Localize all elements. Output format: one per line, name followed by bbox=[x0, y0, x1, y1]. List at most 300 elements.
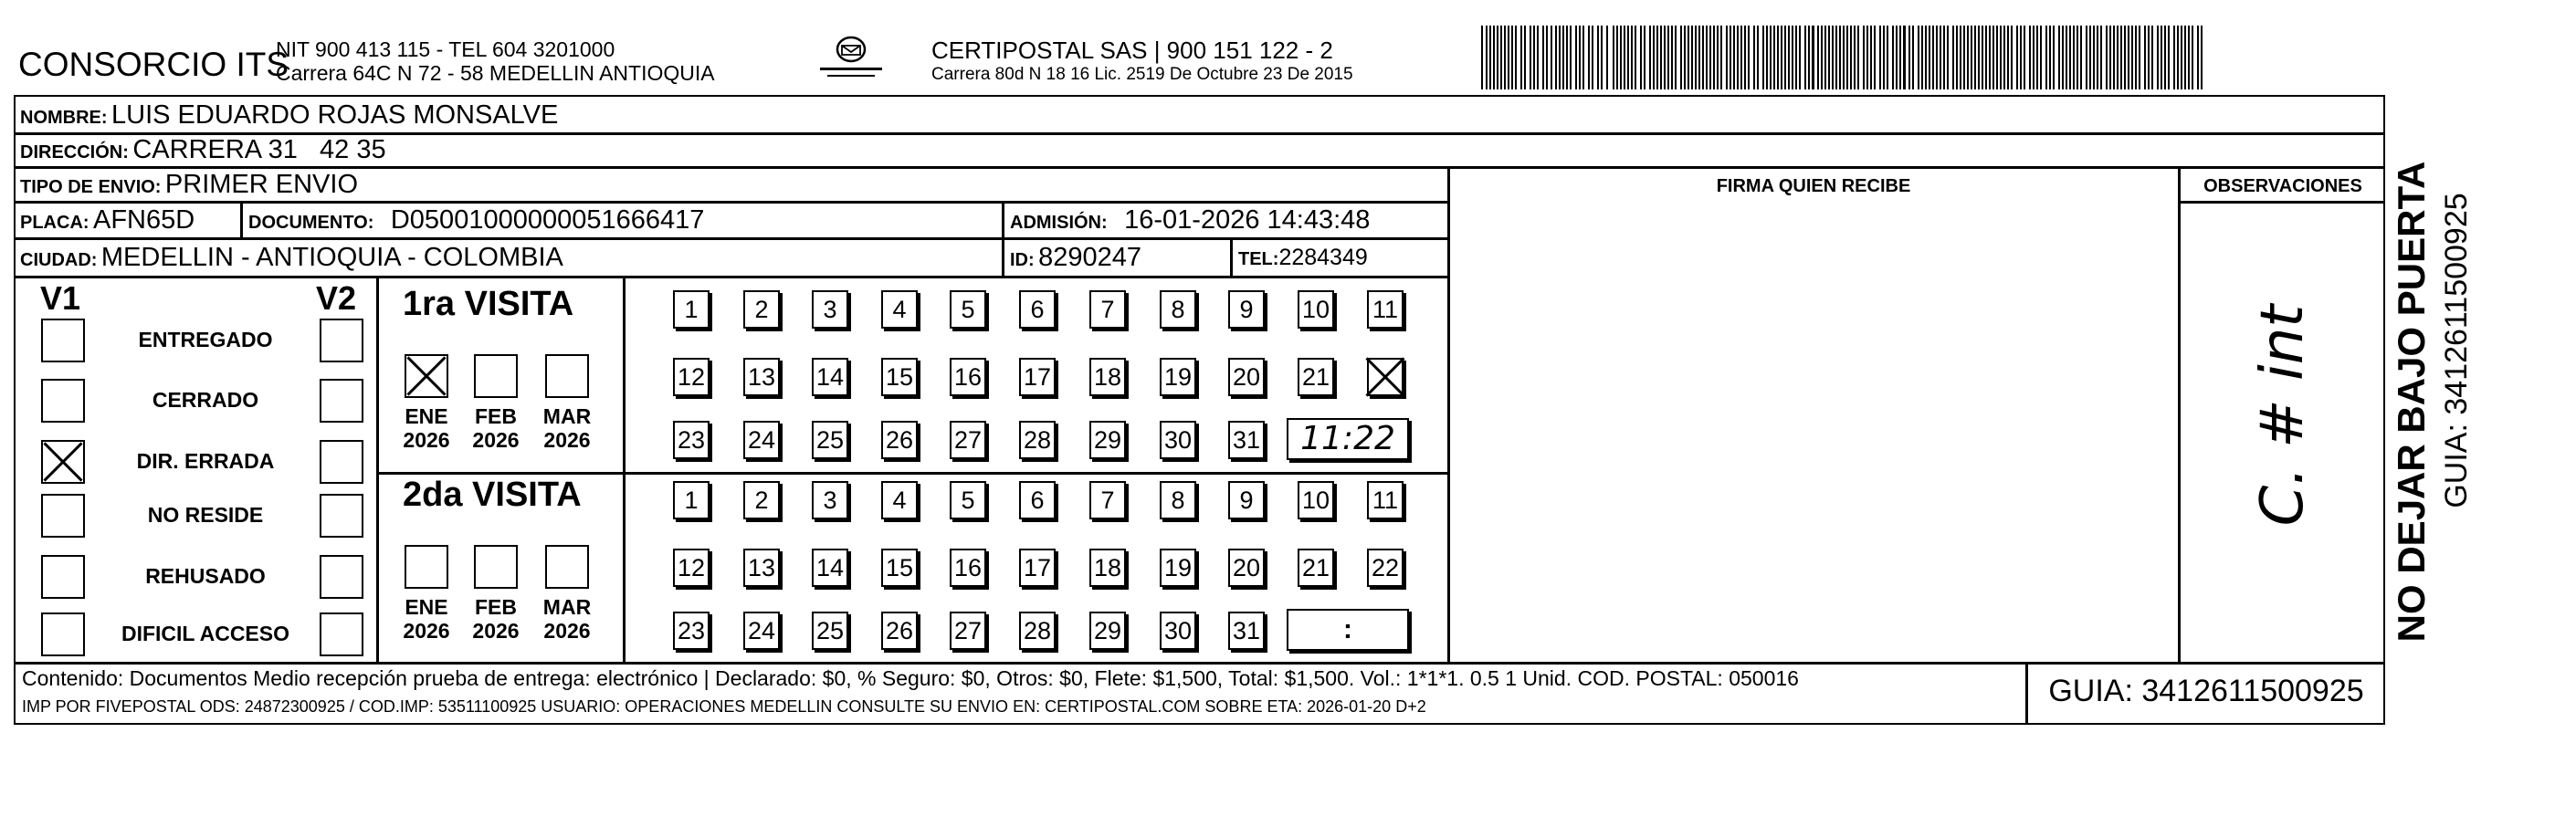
month-name: FEB bbox=[475, 404, 517, 428]
barcode-bar bbox=[2066, 26, 2067, 89]
day-box-22[interactable] bbox=[1367, 358, 1404, 396]
day-box-11[interactable]: 11 bbox=[1367, 481, 1404, 519]
barcode-bar bbox=[1695, 26, 1697, 89]
month-year: 2026 bbox=[472, 619, 520, 644]
barcode-bar bbox=[1706, 26, 1708, 89]
ship-type-label: TIPO DE ENVIO: bbox=[20, 177, 162, 197]
barcode-bar bbox=[2201, 26, 2203, 89]
barcode-bar bbox=[1566, 26, 1568, 89]
status-option-label: DIR. ERRADA bbox=[136, 449, 275, 473]
barcode-bar bbox=[2148, 26, 2150, 89]
day-box-17[interactable]: 17 bbox=[1019, 358, 1056, 396]
month-checkbox[interactable] bbox=[405, 545, 448, 589]
barcode-bar bbox=[2089, 26, 2091, 89]
day-box-25[interactable]: 25 bbox=[812, 421, 848, 459]
barcode-bar bbox=[2139, 26, 2140, 89]
footer-line1: Contenido: Documentos Medio recepción prueba de entrega: electrónico | Declarado: $0, % Seguro: $0, Otros: $0, Flete: $1,500, Total: $1,500. Vol.: 1*1*1. 0.5 1 Unid. COD. POSTAL: 050016 bbox=[22, 666, 1799, 690]
barcode-bar bbox=[2120, 26, 2122, 89]
status-option-label: REHUSADO bbox=[145, 564, 266, 588]
barcode-bar bbox=[1698, 26, 1700, 89]
barcode-bar bbox=[1936, 26, 1938, 89]
day-box-20[interactable]: 20 bbox=[1228, 549, 1265, 587]
day-box-9[interactable]: 9 bbox=[1228, 481, 1265, 519]
barcode-bar bbox=[2131, 26, 2133, 89]
address-field bbox=[20, 137, 386, 163]
barcode-bar bbox=[2117, 26, 2119, 89]
barcode-bar bbox=[1653, 26, 1655, 89]
barcode-bar bbox=[1684, 26, 1686, 89]
observations-handwritten: C. # int bbox=[2249, 304, 2317, 527]
company-nit: NIT 900 413 115 - TEL 604 3201000 bbox=[276, 37, 615, 61]
day-box-3[interactable]: 3 bbox=[812, 481, 848, 519]
visit-time: : bbox=[1343, 614, 1352, 644]
barcode-bar bbox=[2058, 26, 2060, 89]
barcode-bar bbox=[1631, 26, 1633, 89]
admission-label: ADMISIÓN: bbox=[1010, 213, 1108, 233]
barcode-bar bbox=[1870, 26, 1872, 89]
day-box-2[interactable]: 2 bbox=[743, 290, 780, 329]
day-box-4[interactable]: 4 bbox=[881, 481, 918, 519]
barcode-bar bbox=[2097, 26, 2098, 89]
day-box-22[interactable]: 22 bbox=[1367, 549, 1404, 587]
day-box-19[interactable]: 19 bbox=[1160, 358, 1196, 396]
firma-label: FIRMA QUIEN RECIBE bbox=[1716, 176, 1911, 196]
v2-checkbox[interactable] bbox=[320, 555, 363, 599]
barcode-bar bbox=[1649, 26, 1651, 89]
barcode-bar bbox=[1660, 26, 1662, 89]
barcode-bar bbox=[1644, 26, 1645, 89]
day-box-15[interactable]: 15 bbox=[881, 358, 918, 396]
day-box-27[interactable]: 27 bbox=[950, 421, 986, 459]
barcode-bar bbox=[1866, 26, 1868, 89]
barcode-bar bbox=[2049, 26, 2051, 89]
day-box-6[interactable]: 6 bbox=[1019, 290, 1056, 329]
barcode-bar bbox=[1974, 26, 1976, 89]
city-label: CIUDAD: bbox=[20, 250, 98, 270]
barcode-bar bbox=[1486, 26, 1488, 89]
month-year: 2026 bbox=[403, 619, 450, 644]
day-box-20[interactable]: 20 bbox=[1228, 358, 1265, 396]
barcode-bar bbox=[1821, 26, 1823, 89]
month-year: 2026 bbox=[403, 428, 450, 453]
barcode-bar bbox=[1592, 26, 1593, 89]
barcode-bar bbox=[1896, 26, 1898, 89]
day-box-16[interactable]: 16 bbox=[950, 549, 986, 587]
day-box-10[interactable]: 10 bbox=[1298, 290, 1334, 329]
barcode-bar bbox=[1713, 26, 1715, 89]
barcode-bar bbox=[1918, 26, 1919, 89]
day-box-14[interactable]: 14 bbox=[812, 549, 848, 587]
barcode-bar bbox=[1671, 26, 1673, 89]
barcode-bar bbox=[1601, 26, 1603, 89]
footer-line2: IMP POR FIVEPOSTAL ODS: 24872300925 / COD.IMP: 53511100925 USUARIO: OPERACIONES MEDELLIN CONSULTE SU ENVIO EN: CERTIPOSTAL.COM SOBRE ETA: 2026-01-20 D+2 bbox=[22, 697, 1426, 716]
barcode-bar bbox=[1921, 26, 1923, 89]
barcode-bar bbox=[2161, 26, 2162, 89]
barcode-bar bbox=[1497, 26, 1498, 89]
side-guia: GUIA: 3412611500925 bbox=[2439, 193, 2474, 508]
day-box-28[interactable]: 28 bbox=[1019, 612, 1056, 650]
status-option-label: CERRADO bbox=[152, 388, 259, 412]
day-box-23[interactable]: 23 bbox=[673, 612, 710, 650]
barcode-bar bbox=[2045, 26, 2047, 89]
day-box-11[interactable]: 11 bbox=[1367, 290, 1404, 329]
v2-checkbox[interactable] bbox=[320, 494, 363, 538]
v2-checkbox[interactable] bbox=[320, 612, 363, 656]
day-box-31[interactable]: 31 bbox=[1228, 421, 1265, 459]
barcode-bar bbox=[2073, 26, 2075, 89]
day-box-12[interactable]: 12 bbox=[673, 358, 710, 396]
day-box-26[interactable]: 26 bbox=[881, 612, 918, 650]
barcode-bar bbox=[2077, 26, 2078, 89]
v1-checkbox[interactable] bbox=[41, 379, 85, 423]
v2-checkbox[interactable] bbox=[320, 319, 363, 362]
v1-checkbox[interactable] bbox=[41, 494, 85, 538]
id-field bbox=[1010, 245, 1141, 271]
v1-checkbox[interactable] bbox=[41, 440, 85, 484]
status-option-label: DIFICIL ACCESO bbox=[121, 622, 289, 645]
month-label bbox=[468, 595, 523, 644]
day-box-6[interactable]: 6 bbox=[1019, 481, 1056, 519]
day-box-19[interactable]: 19 bbox=[1160, 549, 1196, 587]
day-box-25[interactable]: 25 bbox=[812, 612, 848, 650]
barcode-bar bbox=[1978, 26, 1980, 89]
barcode-bar bbox=[2024, 26, 2025, 89]
plate-value: AFN65D bbox=[93, 205, 195, 235]
day-box-13[interactable]: 13 bbox=[743, 358, 780, 396]
observaciones-label: OBSERVACIONES bbox=[2203, 176, 2362, 196]
barcode-bar bbox=[1781, 26, 1782, 89]
day-box-10[interactable]: 10 bbox=[1298, 481, 1334, 519]
day-box-27[interactable]: 27 bbox=[950, 612, 986, 650]
barcode-bar bbox=[1947, 26, 1949, 89]
barcode-bar bbox=[1943, 26, 1945, 89]
barcode-bar bbox=[1709, 26, 1711, 89]
barcode-bar bbox=[1799, 26, 1801, 89]
barcode-bar bbox=[2124, 26, 2126, 89]
day-box-15[interactable]: 15 bbox=[881, 549, 918, 587]
barcode-bar bbox=[1967, 26, 1969, 89]
barcode-bar bbox=[1912, 26, 1914, 89]
barcode-bar bbox=[2197, 26, 2199, 89]
barcode-bar bbox=[1504, 26, 1506, 89]
barcode-bar bbox=[1996, 26, 1998, 89]
barcode-bar bbox=[1489, 26, 1491, 89]
day-box-26[interactable]: 26 bbox=[881, 421, 918, 459]
barcode-bar bbox=[1992, 26, 1994, 89]
tel-value: 2284349 bbox=[1278, 245, 1368, 270]
barcode-bar bbox=[1846, 26, 1848, 89]
barcode-bar bbox=[1839, 26, 1841, 89]
barcode-bar bbox=[1616, 26, 1618, 89]
v2-checkbox[interactable] bbox=[320, 440, 363, 484]
day-box-21[interactable]: 21 bbox=[1298, 358, 1334, 396]
carrier-name: CERTIPOSTAL SAS | 900 151 122 - 2 bbox=[931, 37, 1333, 64]
barcode-bar bbox=[1753, 26, 1755, 89]
barcode-bar bbox=[1835, 26, 1837, 89]
day-box-16[interactable]: 16 bbox=[950, 358, 986, 396]
barcode-bar bbox=[1795, 26, 1797, 89]
barcode-bar bbox=[1624, 26, 1625, 89]
barcode-bar bbox=[1925, 26, 1927, 89]
barcode-bar bbox=[2109, 26, 2111, 89]
barcode-bar bbox=[1854, 26, 1856, 89]
v2-label: V2 bbox=[316, 279, 357, 317]
day-box-17[interactable]: 17 bbox=[1019, 549, 1056, 587]
month-label bbox=[540, 595, 594, 644]
month-label bbox=[540, 404, 594, 453]
day-box-2[interactable]: 2 bbox=[743, 481, 780, 519]
barcode-bar bbox=[1675, 26, 1677, 89]
barcode-bar bbox=[1956, 26, 1958, 89]
v1-checkbox[interactable] bbox=[41, 612, 85, 656]
barcode-bar bbox=[1515, 26, 1517, 89]
day-box-4[interactable]: 4 bbox=[881, 290, 918, 329]
barcode-bar bbox=[1533, 26, 1535, 89]
month-checkbox[interactable] bbox=[405, 354, 448, 398]
barcode-bar bbox=[1929, 26, 1930, 89]
barcode-bar bbox=[1857, 26, 1859, 89]
barcode-bar bbox=[1680, 26, 1682, 89]
id-label: ID: bbox=[1010, 250, 1035, 270]
month-year: 2026 bbox=[543, 619, 591, 644]
barcode-bar bbox=[2029, 26, 2031, 89]
barcode-bar bbox=[1730, 26, 1731, 89]
visit-title: 2da VISITA bbox=[403, 476, 582, 514]
barcode-bar bbox=[1879, 26, 1881, 89]
day-box-23[interactable]: 23 bbox=[673, 421, 710, 459]
month-year: 2026 bbox=[472, 428, 520, 453]
barcode-bar bbox=[1777, 26, 1779, 89]
barcode-bar bbox=[2144, 26, 2146, 89]
carrier-address: Carrera 80d N 18 16 Lic. 2519 De Octubre 23 De 2015 bbox=[931, 65, 1353, 84]
month-name: ENE bbox=[405, 595, 448, 619]
company-address: Carrera 64C N 72 - 58 MEDELLIN ANTIOQUIA bbox=[276, 61, 715, 85]
day-box-18[interactable]: 18 bbox=[1089, 549, 1126, 587]
barcode-bar bbox=[1808, 26, 1810, 89]
time-box[interactable] bbox=[1287, 609, 1409, 651]
barcode-bar bbox=[1899, 26, 1901, 89]
barcode-bar bbox=[1688, 26, 1689, 89]
barcode-bar bbox=[1613, 26, 1614, 89]
name-field bbox=[20, 102, 558, 129]
time-box[interactable] bbox=[1287, 418, 1409, 460]
day-box-28[interactable]: 28 bbox=[1019, 421, 1056, 459]
barcode-bar bbox=[2007, 26, 2009, 89]
envelope-icon bbox=[811, 31, 891, 86]
barcode-bar bbox=[1971, 26, 1972, 89]
barcode-bar bbox=[1570, 26, 1572, 89]
barcode-bar bbox=[1551, 26, 1552, 89]
city-value: MEDELLIN - ANTIOQUIA - COLOMBIA bbox=[100, 243, 563, 272]
barcode-bar bbox=[1620, 26, 1622, 89]
day-box-1[interactable]: 1 bbox=[673, 481, 710, 519]
barcode-bar bbox=[2003, 26, 2005, 89]
barcode-bar bbox=[1542, 26, 1544, 89]
barcode-bar bbox=[1908, 26, 1910, 89]
barcode-bar bbox=[1989, 26, 1991, 89]
barcode-bar bbox=[2053, 26, 2055, 89]
barcode-bar bbox=[2151, 26, 2153, 89]
barcode-bar bbox=[1546, 26, 1548, 89]
day-box-29[interactable]: 29 bbox=[1089, 612, 1126, 650]
barcode-bar bbox=[1702, 26, 1704, 89]
barcode-bar bbox=[1656, 26, 1658, 89]
barcode-bar bbox=[1850, 26, 1852, 89]
admission-value: 16-01-2026 14:43:48 bbox=[1124, 205, 1371, 235]
barcode-bar bbox=[1562, 26, 1564, 89]
day-box-24[interactable]: 24 bbox=[743, 421, 780, 459]
day-box-5[interactable]: 5 bbox=[950, 290, 986, 329]
status-option-label: NO RESIDE bbox=[147, 503, 264, 527]
plate-field bbox=[20, 207, 195, 234]
barcode-bar bbox=[1773, 26, 1775, 89]
v1-label: V1 bbox=[40, 279, 81, 317]
barcode-bar bbox=[2188, 26, 2190, 89]
barcode-bar bbox=[2181, 26, 2182, 89]
day-box-5[interactable]: 5 bbox=[950, 481, 986, 519]
barcode-bar bbox=[2192, 26, 2193, 89]
barcode-bar bbox=[1717, 26, 1719, 89]
barcode-bar bbox=[1770, 26, 1772, 89]
month-checkbox[interactable] bbox=[474, 545, 518, 589]
barcode-bar bbox=[1784, 26, 1786, 89]
barcode-bar bbox=[1963, 26, 1965, 89]
barcode-bar bbox=[2040, 26, 2042, 89]
barcode-bar bbox=[1520, 26, 1522, 89]
day-box-3[interactable]: 3 bbox=[812, 290, 848, 329]
barcode-bar bbox=[1733, 26, 1735, 89]
barcode-bar bbox=[1530, 26, 1531, 89]
barcode-bar bbox=[1559, 26, 1561, 89]
barcode-bar bbox=[2020, 26, 2022, 89]
barcode-bar bbox=[1667, 26, 1669, 89]
month-checkbox[interactable] bbox=[545, 354, 589, 398]
barcode-bar bbox=[1940, 26, 1941, 89]
month-label bbox=[399, 595, 454, 644]
month-year: 2026 bbox=[543, 428, 591, 453]
barcode-bar bbox=[2000, 26, 2002, 89]
day-box-31[interactable]: 31 bbox=[1228, 612, 1265, 650]
barcode-bar bbox=[2100, 26, 2102, 89]
barcode-bar bbox=[2168, 26, 2170, 89]
day-box-1[interactable]: 1 bbox=[673, 290, 710, 329]
day-box-7[interactable]: 7 bbox=[1089, 290, 1126, 329]
footer-guia: GUIA: 3412611500925 bbox=[2048, 674, 2364, 708]
barcode-bar bbox=[1606, 26, 1608, 89]
barcode-bar bbox=[2069, 26, 2071, 89]
month-label bbox=[468, 404, 523, 453]
barcode-bar bbox=[1817, 26, 1819, 89]
barcode-bar bbox=[1726, 26, 1728, 89]
day-box-7[interactable]: 7 bbox=[1089, 481, 1126, 519]
barcode-bar bbox=[2135, 26, 2137, 89]
day-box-12[interactable]: 12 bbox=[673, 549, 710, 587]
barcode-bar bbox=[2086, 26, 2087, 89]
barcode-bar bbox=[1887, 26, 1888, 89]
barcode-bar bbox=[1874, 26, 1876, 89]
barcode-bar bbox=[1720, 26, 1722, 89]
month-name: MAR bbox=[542, 595, 592, 619]
barcode-bar bbox=[1744, 26, 1746, 89]
barcode-bar bbox=[1635, 26, 1636, 89]
day-box-14[interactable]: 14 bbox=[812, 358, 848, 396]
barcode-bar bbox=[1985, 26, 1987, 89]
barcode-bar bbox=[1691, 26, 1693, 89]
barcode-bar bbox=[1737, 26, 1739, 89]
barcode-bar bbox=[2157, 26, 2159, 89]
barcode-bar bbox=[1664, 26, 1666, 89]
visit-title: 1ra VISITA bbox=[403, 285, 574, 323]
v1-checkbox[interactable] bbox=[41, 555, 85, 599]
barcode-bar bbox=[1493, 26, 1495, 89]
barcode-bar bbox=[1588, 26, 1590, 89]
v1-checkbox[interactable] bbox=[41, 319, 85, 362]
barcode-bar bbox=[1582, 26, 1584, 89]
barcode-bar bbox=[1757, 26, 1759, 89]
document-label: DOCUMENTO: bbox=[248, 213, 374, 233]
recipient-name: LUIS EDUARDO ROJAS MONSALVE bbox=[111, 100, 559, 130]
barcode-bar bbox=[1766, 26, 1768, 89]
day-box-13[interactable]: 13 bbox=[743, 549, 780, 587]
barcode-graphic bbox=[1481, 26, 2204, 89]
barcode-bar bbox=[2036, 26, 2038, 89]
tel-label: TEL: bbox=[1238, 249, 1279, 269]
day-box-30[interactable]: 30 bbox=[1160, 421, 1196, 459]
barcode-bar bbox=[2011, 26, 2013, 89]
barcode-bar bbox=[1903, 26, 1906, 89]
document-value: D05001000000051666417 bbox=[390, 205, 705, 235]
barcode-bar bbox=[1481, 26, 1483, 89]
barcode-bar bbox=[1508, 26, 1509, 89]
barcode-bar bbox=[2128, 26, 2129, 89]
company-name: CONSORCIO ITS bbox=[18, 46, 289, 83]
barcode-bar bbox=[2113, 26, 2115, 89]
barcode-bar bbox=[1883, 26, 1885, 89]
id-value: 8290247 bbox=[1038, 243, 1142, 272]
barcode-bar bbox=[1500, 26, 1502, 89]
day-box-8[interactable]: 8 bbox=[1160, 481, 1196, 519]
day-box-30[interactable]: 30 bbox=[1160, 612, 1196, 650]
barcode-bar bbox=[2177, 26, 2179, 89]
barcode-bar bbox=[2173, 26, 2175, 89]
month-name: ENE bbox=[405, 404, 448, 428]
month-checkbox[interactable] bbox=[474, 354, 518, 398]
recipient-address: CARRERA 31 42 35 bbox=[132, 135, 386, 164]
barcode-bar bbox=[1579, 26, 1581, 89]
barcode-bar bbox=[2062, 26, 2064, 89]
name-label: NOMBRE: bbox=[20, 108, 108, 128]
barcode-bar bbox=[2033, 26, 2035, 89]
month-checkbox[interactable] bbox=[545, 545, 589, 589]
v2-checkbox[interactable] bbox=[320, 379, 363, 423]
day-box-24[interactable]: 24 bbox=[743, 612, 780, 650]
barcode-bar bbox=[1932, 26, 1934, 89]
barcode-bar bbox=[2164, 26, 2166, 89]
address-label: DIRECCIÓN: bbox=[20, 142, 129, 162]
barcode-bar bbox=[1597, 26, 1599, 89]
barcode-bar bbox=[1537, 26, 1539, 89]
day-box-9[interactable]: 9 bbox=[1228, 290, 1265, 329]
barcode-bar bbox=[1792, 26, 1793, 89]
barcode-bar bbox=[1740, 26, 1742, 89]
day-box-8[interactable]: 8 bbox=[1160, 290, 1196, 329]
day-box-21[interactable]: 21 bbox=[1298, 549, 1334, 587]
day-box-29[interactable]: 29 bbox=[1089, 421, 1126, 459]
city-field bbox=[20, 245, 563, 271]
day-box-18[interactable]: 18 bbox=[1089, 358, 1126, 396]
month-label bbox=[399, 404, 454, 453]
side-warning: NO DEJAR BAJO PUERTA bbox=[2390, 161, 2433, 643]
